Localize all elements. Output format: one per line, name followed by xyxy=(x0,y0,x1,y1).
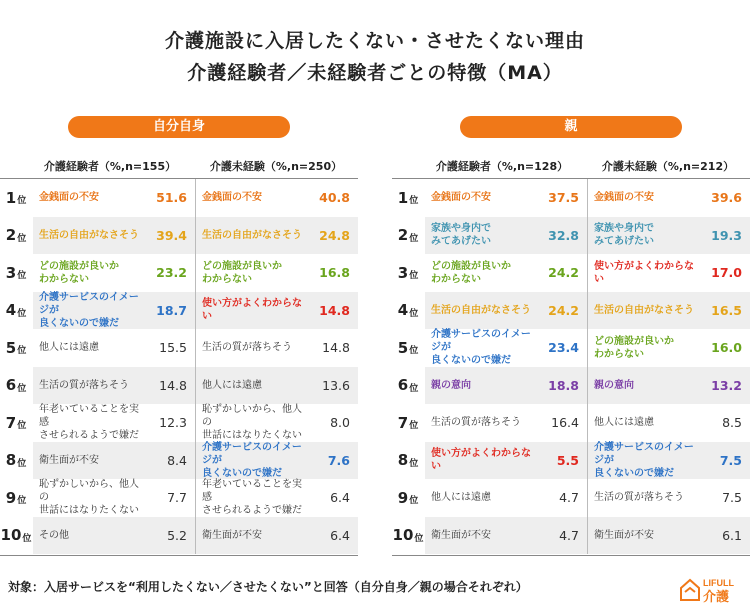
rank-label xyxy=(392,367,424,405)
reason-value: 6.4 xyxy=(330,490,350,506)
rank-label xyxy=(392,292,424,330)
rank-suffix: 位 xyxy=(409,271,419,282)
rank-number: 1 xyxy=(5,188,17,207)
rank-suffix: 位 xyxy=(409,196,419,207)
table-row xyxy=(0,517,358,555)
reason-label: 他人には遠慮 xyxy=(431,492,491,504)
page-title-line1: 介護施設に入居したくない・させたくない理由 xyxy=(164,30,585,52)
reason-label: 生活の自由がなさそう xyxy=(39,229,139,241)
reason-value: 14.8 xyxy=(159,377,187,393)
reason-label: 生活の自由がなさそう xyxy=(594,304,694,316)
table-row xyxy=(392,217,750,255)
reason-label: 衛生面が不安 xyxy=(202,529,262,541)
rank-suffix: 位 xyxy=(22,533,32,544)
table-cell-par_exp xyxy=(425,517,587,555)
table-row xyxy=(0,479,358,517)
table-cell-par_exp xyxy=(425,479,587,517)
rank-label xyxy=(0,179,32,217)
table-cell-self_exp xyxy=(33,479,195,517)
table-cell-par_exp xyxy=(425,367,587,405)
reason-label: 金銭面の不安 xyxy=(39,192,99,204)
rank-suffix: 位 xyxy=(409,308,419,319)
reason-value: 23.2 xyxy=(156,265,187,281)
rank-suffix: 位 xyxy=(17,271,27,282)
reason-value: 40.8 xyxy=(319,190,350,206)
rank-label xyxy=(0,479,32,517)
table-cell-par_noexp xyxy=(588,367,750,405)
reason-value: 5.2 xyxy=(167,527,187,543)
rank-suffix: 位 xyxy=(17,308,27,319)
reason-value: 17.0 xyxy=(711,265,742,281)
rank-label xyxy=(0,329,32,367)
reason-label: 介護サービスのイメージが 良くないので嫌だ xyxy=(431,329,531,367)
reason-value: 23.4 xyxy=(548,340,579,356)
reason-value: 6.1 xyxy=(722,527,742,543)
reason-label: 年老いていることを実感 させられるようで嫌だ xyxy=(39,404,139,442)
rank-suffix: 位 xyxy=(409,421,419,432)
reason-label: 恥ずかしいから、他人の 世話にはなりたくない xyxy=(202,404,302,442)
reason-label: 生活の自由がなさそう xyxy=(431,304,531,316)
table-row xyxy=(0,254,358,292)
reason-label: 金銭面の不安 xyxy=(202,192,262,204)
reason-label: 使い方がよくわからない xyxy=(202,298,302,323)
reason-label: 介護サービスのイメージが 良くないので嫌だ xyxy=(594,441,694,479)
reason-label: 他人には遠慮 xyxy=(594,417,654,429)
rank-suffix: 位 xyxy=(17,196,27,207)
rank-number: 2 xyxy=(397,226,409,245)
reason-value: 13.6 xyxy=(322,377,350,393)
reason-label: 親の意向 xyxy=(431,379,471,391)
table-row xyxy=(392,179,750,217)
reason-label: 家族や身内で みてあげたい xyxy=(594,223,654,248)
table-cell-par_noexp xyxy=(588,404,750,442)
reason-label: 金銭面の不安 xyxy=(431,192,491,204)
reason-value: 18.7 xyxy=(156,302,187,318)
reason-value: 14.8 xyxy=(319,302,350,318)
reason-value: 39.6 xyxy=(711,190,742,206)
rank-number: 7 xyxy=(397,413,409,432)
rank-number: 6 xyxy=(397,376,409,395)
table-bottom-rule-self xyxy=(0,555,358,556)
rank-suffix: 位 xyxy=(17,233,27,244)
rank-number: 6 xyxy=(5,376,17,395)
table-cell-par_exp xyxy=(425,217,587,255)
reason-value: 51.6 xyxy=(156,190,187,206)
rank-number: 9 xyxy=(397,488,409,507)
table-row xyxy=(392,517,750,555)
reason-value: 37.5 xyxy=(548,190,579,206)
rank-label xyxy=(392,442,424,480)
lifull-logo xyxy=(678,574,742,604)
reason-label: 恥ずかしいから、他人の 世話にはなりたくない xyxy=(39,479,139,517)
reason-label: 使い方がよくわからない xyxy=(594,260,694,285)
reason-value: 12.3 xyxy=(159,415,187,431)
table-row xyxy=(392,254,750,292)
reason-label: どの施設が良いか わからない xyxy=(39,260,119,285)
table-parent xyxy=(392,179,750,554)
table-cell-par_noexp xyxy=(588,479,750,517)
reason-label: その他 xyxy=(39,529,69,541)
rank-suffix: 位 xyxy=(17,421,27,432)
table-cell-self_noexp xyxy=(196,367,358,405)
rank-label xyxy=(392,517,424,555)
rank-label xyxy=(0,442,32,480)
footnote: 対象：入居サービスを“利用したくない／させたくない”と回答（自分自身／親の場合それぞれ） xyxy=(8,580,528,594)
reason-value: 7.5 xyxy=(719,452,742,468)
reason-label: 介護サービスのイメージが 良くないので嫌だ xyxy=(202,441,302,479)
reason-label: 衛生面が不安 xyxy=(594,529,654,541)
rank-label xyxy=(392,254,424,292)
reason-value: 16.0 xyxy=(711,340,742,356)
reason-value: 24.2 xyxy=(548,302,579,318)
reason-label: 金銭面の不安 xyxy=(594,192,654,204)
table-cell-self_noexp xyxy=(196,217,358,255)
header-parent-experienced: 介護経験者（%,n=128） xyxy=(435,160,569,173)
reason-label: 他人には遠慮 xyxy=(39,342,99,354)
table-cell-par_noexp xyxy=(588,254,750,292)
table-cell-self_noexp xyxy=(196,292,358,330)
table-cell-self_noexp xyxy=(196,479,358,517)
group-label-self: 自分自身 xyxy=(68,116,290,138)
reason-value: 24.8 xyxy=(319,227,350,243)
rank-suffix: 位 xyxy=(17,458,27,469)
rank-number: 3 xyxy=(397,263,409,282)
table-row xyxy=(0,292,358,330)
table-row xyxy=(0,367,358,405)
table-cell-par_noexp xyxy=(588,442,750,480)
rank-suffix: 位 xyxy=(414,533,424,544)
table-row xyxy=(0,329,358,367)
table-row xyxy=(0,179,358,217)
rank-label xyxy=(0,367,32,405)
rank-number: 7 xyxy=(5,413,17,432)
reason-value: 4.7 xyxy=(559,490,579,506)
column-divider-self xyxy=(195,179,196,554)
rank-number: 1 xyxy=(397,188,409,207)
reason-value: 5.5 xyxy=(556,452,579,468)
table-row xyxy=(392,404,750,442)
reason-label: 生活の質が落ちそう xyxy=(594,492,684,504)
table-cell-self_noexp xyxy=(196,254,358,292)
reason-value: 16.4 xyxy=(551,415,579,431)
rank-number: 8 xyxy=(397,451,409,470)
reason-label: 他人には遠慮 xyxy=(202,379,262,391)
table-cell-self_exp xyxy=(33,404,195,442)
reason-label: 生活の質が落ちそう xyxy=(39,379,129,391)
rank-suffix: 位 xyxy=(409,458,419,469)
rank-suffix: 位 xyxy=(17,383,27,394)
reason-label: どの施設が良いか わからない xyxy=(594,335,674,360)
table-cell-par_exp xyxy=(425,179,587,217)
table-cell-self_noexp xyxy=(196,329,358,367)
rank-suffix: 位 xyxy=(409,383,419,394)
rank-suffix: 位 xyxy=(409,496,419,507)
table-cell-self_exp xyxy=(33,329,195,367)
reason-label: 年老いていることを実感 させられるようで嫌だ xyxy=(202,479,302,517)
table-cell-self_exp xyxy=(33,217,195,255)
reason-value: 19.3 xyxy=(711,227,742,243)
reason-value: 7.7 xyxy=(167,490,187,506)
reason-value: 14.8 xyxy=(322,340,350,356)
table-row xyxy=(392,329,750,367)
table-cell-self_noexp xyxy=(196,179,358,217)
page-title-line2: 介護経験者／未経験者ごとの特徴（MA） xyxy=(187,62,563,84)
rank-suffix: 位 xyxy=(17,496,27,507)
table-cell-self_noexp xyxy=(196,442,358,480)
table-cell-par_exp xyxy=(425,329,587,367)
rank-label xyxy=(0,517,32,555)
reason-label: 生活の自由がなさそう xyxy=(202,229,302,241)
rank-label xyxy=(0,254,32,292)
rank-label xyxy=(392,404,424,442)
rank-suffix: 位 xyxy=(17,346,27,357)
reason-value: 16.5 xyxy=(711,302,742,318)
rank-label xyxy=(392,329,424,367)
header-self-experienced: 介護経験者（%,n=155） xyxy=(43,160,177,173)
table-cell-self_exp xyxy=(33,442,195,480)
reason-value: 16.8 xyxy=(319,265,350,281)
rank-number: 4 xyxy=(5,301,17,320)
rank-number: 2 xyxy=(5,226,17,245)
reason-value: 8.4 xyxy=(167,452,187,468)
table-cell-par_noexp xyxy=(588,217,750,255)
reason-value: 8.0 xyxy=(330,415,350,431)
reason-label: 家族や身内で みてあげたい xyxy=(431,223,491,248)
table-bottom-rule-parent xyxy=(392,555,750,556)
rank-number: 5 xyxy=(5,338,17,357)
rank-number: 5 xyxy=(397,338,409,357)
rank-number: 10 xyxy=(392,526,414,545)
reason-value: 32.8 xyxy=(548,227,579,243)
table-cell-self_exp xyxy=(33,254,195,292)
reason-label: 親の意向 xyxy=(594,379,634,391)
reason-value: 7.5 xyxy=(722,490,742,506)
rank-label xyxy=(392,179,424,217)
header-self-inexperienced: 介護未経験（%,n=250） xyxy=(209,160,343,173)
reason-label: どの施設が良いか わからない xyxy=(431,260,511,285)
rank-number: 4 xyxy=(397,301,409,320)
rank-label xyxy=(0,404,32,442)
table-cell-self_exp xyxy=(33,179,195,217)
rank-label xyxy=(0,217,32,255)
rank-suffix: 位 xyxy=(409,233,419,244)
rank-number: 3 xyxy=(5,263,17,282)
group-label-parent: 親 xyxy=(460,116,682,138)
reason-label: 衛生面が不安 xyxy=(431,529,491,541)
house-icon xyxy=(678,574,742,604)
table-row xyxy=(0,217,358,255)
table-row xyxy=(0,404,358,442)
table-cell-par_exp xyxy=(425,292,587,330)
table-cell-self_noexp xyxy=(196,517,358,555)
reason-value: 4.7 xyxy=(559,527,579,543)
reason-label: 生活の質が落ちそう xyxy=(431,417,521,429)
reason-value: 13.2 xyxy=(711,377,742,393)
table-row xyxy=(392,367,750,405)
reason-value: 7.6 xyxy=(327,452,350,468)
reason-label: 生活の質が落ちそう xyxy=(202,342,292,354)
table-cell-par_exp xyxy=(425,254,587,292)
rank-number: 10 xyxy=(0,526,22,545)
table-cell-par_noexp xyxy=(588,517,750,555)
reason-value: 8.5 xyxy=(722,415,742,431)
table-cell-self_noexp xyxy=(196,404,358,442)
rank-label xyxy=(392,479,424,517)
rank-suffix: 位 xyxy=(409,346,419,357)
rank-number: 9 xyxy=(5,488,17,507)
table-cell-self_exp xyxy=(33,517,195,555)
rank-label xyxy=(392,217,424,255)
table-cell-par_exp xyxy=(425,404,587,442)
table-row xyxy=(392,442,750,480)
reason-value: 39.4 xyxy=(156,227,187,243)
table-cell-self_exp xyxy=(33,367,195,405)
reason-label: どの施設が良いか わからない xyxy=(202,260,282,285)
reason-value: 18.8 xyxy=(548,377,579,393)
reason-label: 使い方がよくわからない xyxy=(431,448,531,473)
table-cell-par_noexp xyxy=(588,179,750,217)
header-parent-inexperienced: 介護未経験（%,n=212） xyxy=(601,160,735,173)
reason-value: 24.2 xyxy=(548,265,579,281)
reason-value: 15.5 xyxy=(159,340,187,356)
table-cell-self_exp xyxy=(33,292,195,330)
logo-word: LIFULL xyxy=(703,578,734,588)
rank-label xyxy=(0,292,32,330)
table-row xyxy=(392,292,750,330)
reason-label: 介護サービスのイメージが 良くないので嫌だ xyxy=(39,291,139,329)
logo-sub: 介護 xyxy=(703,590,730,604)
table-cell-par_noexp xyxy=(588,329,750,367)
reason-label: 衛生面が不安 xyxy=(39,454,99,466)
table-self xyxy=(0,179,358,554)
table-cell-par_noexp xyxy=(588,292,750,330)
reason-value: 6.4 xyxy=(330,527,350,543)
table-cell-par_exp xyxy=(425,442,587,480)
rank-number: 8 xyxy=(5,451,17,470)
column-divider-parent xyxy=(587,179,588,554)
table-row xyxy=(0,442,358,480)
table-row xyxy=(392,479,750,517)
